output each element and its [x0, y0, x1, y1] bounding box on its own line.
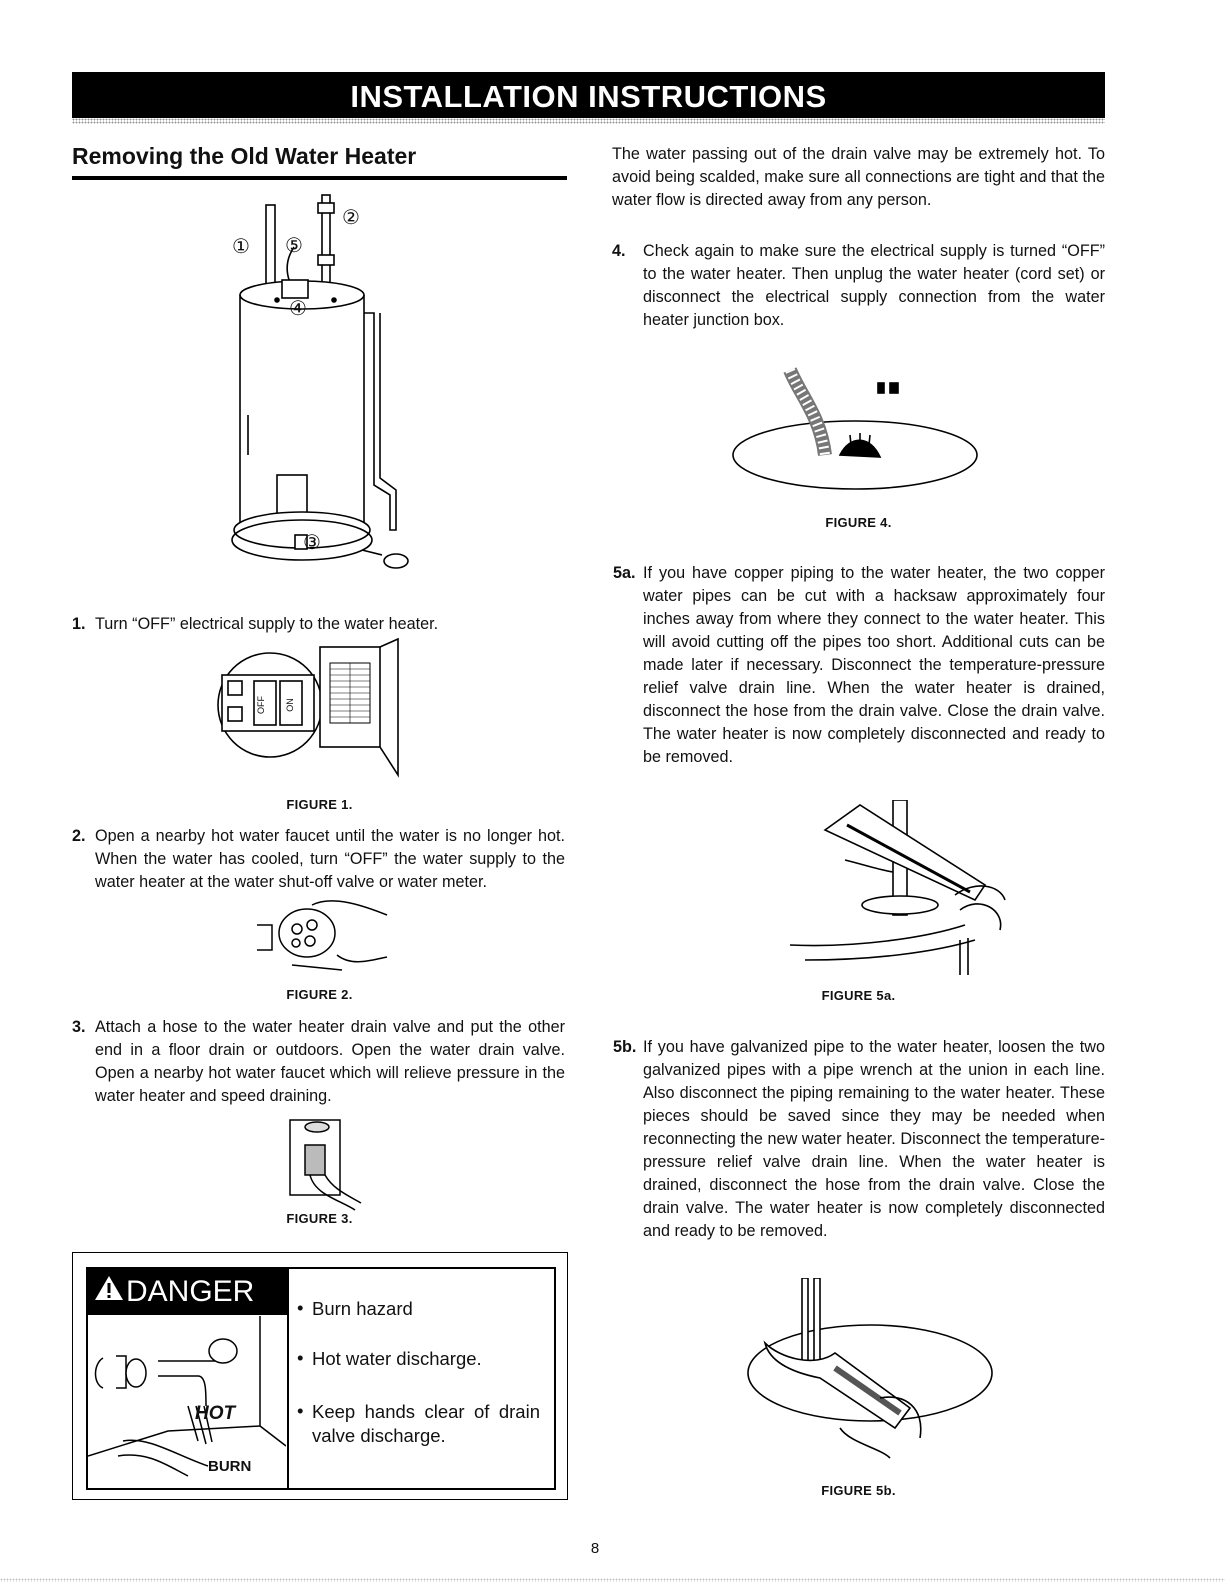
danger-bullet-3: • Keep hands clear of drain valve discharge.: [297, 1400, 540, 1446]
scald-warning-paragraph: The water passing out of the drain valve may be extremely hot. To avoid being scalded, make sure all connections are tight and that the water flow is directed away from any person.: [612, 145, 1105, 209]
page-bottom-border: [0, 1578, 1225, 1582]
section-title: Removing the Old Water Heater: [72, 143, 567, 180]
figure-2-caption: FIGURE 2.: [286, 987, 353, 1002]
callout-3: ③: [303, 532, 321, 554]
step-text: If you have galvanized pipe to the water heater, loosen the two galvanized pipes with a pipe wrench at the union in each line. Also disconnect the piping remaining to the water heater. These pieces should be saved since they may be needed when reconnecting the new water heater. Disconnect the temperature-pressure relief valve drain line. When the water heater is drained, disconnect the hose from the drain valve. Close the drain valve. The water heater is now completely disconnected and ready to be removed.: [643, 1038, 1105, 1240]
step-4: [612, 240, 1105, 332]
pipe-wrench-illustration: [740, 1278, 1000, 1463]
danger-bullet-text: Hot water discharge.: [312, 1348, 482, 1369]
figure-5b-caption: FIGURE 5b.: [821, 1483, 896, 1498]
page-number: 8: [590, 1540, 600, 1557]
hot-water-faucet-illustration: [88, 1316, 286, 1484]
figure-4-caption: FIGURE 4.: [825, 515, 892, 530]
step-2: [72, 825, 565, 894]
step-number: 5b.: [613, 1038, 637, 1056]
water-heater-illustration: [222, 185, 422, 585]
step-5b: [613, 1036, 1105, 1243]
step-text: Check again to make sure the electrical supply is turned “OFF” to the water heater. Then unplug the water heater (cord set) or disconnect the electrical supply connection from the water heater junction box.: [643, 242, 1105, 329]
burn-label: BURN: [208, 1458, 252, 1475]
warning-triangle-icon: [94, 1267, 124, 1317]
breaker-on-label: ON: [284, 698, 295, 712]
banner-divider: [72, 118, 1105, 124]
hacksaw-cutting-pipe-illustration: [785, 800, 1015, 975]
hot-label: HOT: [195, 1403, 236, 1424]
step-text: Attach a hose to the water heater drain valve and put the other end in a floor drain or outdoors. Open the water drain valve. Open a nearby hot water faucet which will relieve pressure in the water heater and speed draining.: [95, 1018, 565, 1105]
section-banner: INSTALLATION INSTRUCTIONS: [72, 72, 1105, 118]
step-number: 4.: [612, 242, 626, 260]
step-number: 2.: [72, 827, 86, 845]
danger-divider: [287, 1267, 289, 1488]
figure-1-caption: FIGURE 1.: [286, 797, 353, 812]
step-number: 1.: [72, 615, 86, 633]
callout-2: ②: [342, 207, 360, 229]
step-text: Open a nearby hot water faucet until the water is no longer hot. When the water has cooled, turn “OFF” the water supply to the water heater at the water shut-off valve or water meter.: [95, 827, 565, 891]
step-3: [72, 1016, 565, 1108]
callout-1: ①: [232, 236, 250, 258]
step-text: If you have copper piping to the water heater, the two copper water pipes can be cut with a hacksaw approximately four inches away from where they connect to the water heater. This will avoid cutting off the pipes too short. Additional cuts can be made later if necessary. Disconnect the temperature-pressure relief valve drain line. When the water heater is drained, disconnect the hose from the drain valve. Close the drain valve. The water heater is now completely disconnected and ready to be removed.: [643, 564, 1105, 766]
drain-hose-illustration: [285, 1115, 365, 1215]
danger-heading-text: DANGER: [126, 1275, 255, 1308]
danger-bullet-1: • Burn hazard: [297, 1297, 413, 1319]
step-number: 3.: [72, 1018, 86, 1036]
danger-bullet-text: Burn hazard: [312, 1298, 413, 1319]
step-1: [72, 613, 565, 636]
step-5a: [613, 562, 1105, 769]
power-cord-illustration: [730, 365, 990, 500]
danger-bullet-2: • Hot water discharge.: [297, 1347, 482, 1369]
figure-5a-caption: FIGURE 5a.: [821, 988, 896, 1003]
figure-3-caption: FIGURE 3.: [286, 1211, 353, 1226]
step-number: 5a.: [613, 564, 636, 582]
danger-heading: [86, 1267, 288, 1315]
danger-bullet-text: Keep hands clear of drain valve discharge.: [312, 1401, 540, 1446]
breaker-off-label: OFF: [256, 696, 266, 714]
shutoff-valve-illustration: [252, 895, 392, 975]
breaker-panel-illustration: [210, 635, 440, 785]
callout-4: ④: [289, 298, 307, 320]
step-text: Turn “OFF” electrical supply to the water heater.: [95, 615, 439, 633]
callout-5: ⑤: [285, 235, 303, 257]
